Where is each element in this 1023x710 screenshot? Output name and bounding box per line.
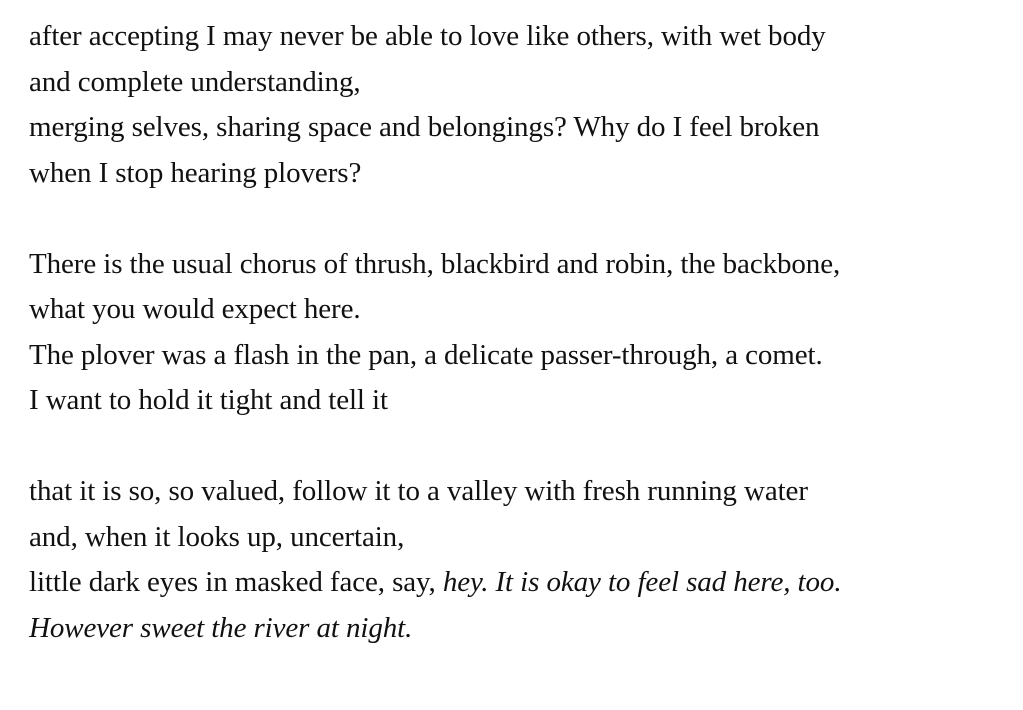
poem-body [29,14,1009,651]
poem-line-mixed [29,560,1009,606]
poem-line: and complete understanding, [29,65,361,98]
poem-line-italic: However sweet the river at night. [29,611,413,644]
poem-line: when I stop hearing plovers? [29,156,362,189]
poem-line: There is the usual chorus of thrush, blackbird and robin, the backbone, [29,247,841,280]
poem-line: what you would expect here. [29,293,361,325]
stanza-3 [29,469,1009,651]
poem-line: that it is so, so valued, follow it to a valley with fresh running water [29,475,808,507]
poem-line-plain-part: little dark eyes in masked face, say, [29,566,443,598]
poem-line: after accepting I may never be able to love like others, with wet body [29,20,826,52]
stanza-1 [29,14,1009,196]
poem-line-italic-part: hey. It is okay to feel sad here, too. [442,566,842,598]
poem-line: I want to hold it tight and tell it [29,384,388,416]
poem-line: and, when it looks up, uncertain, [29,520,405,553]
poem-line: The plover was a flash in the pan, a delicate passer-through, a comet. [29,338,823,371]
stanza-2 [29,242,1009,424]
poem-line: merging selves, sharing space and belongings? Why do I feel broken [29,111,820,143]
